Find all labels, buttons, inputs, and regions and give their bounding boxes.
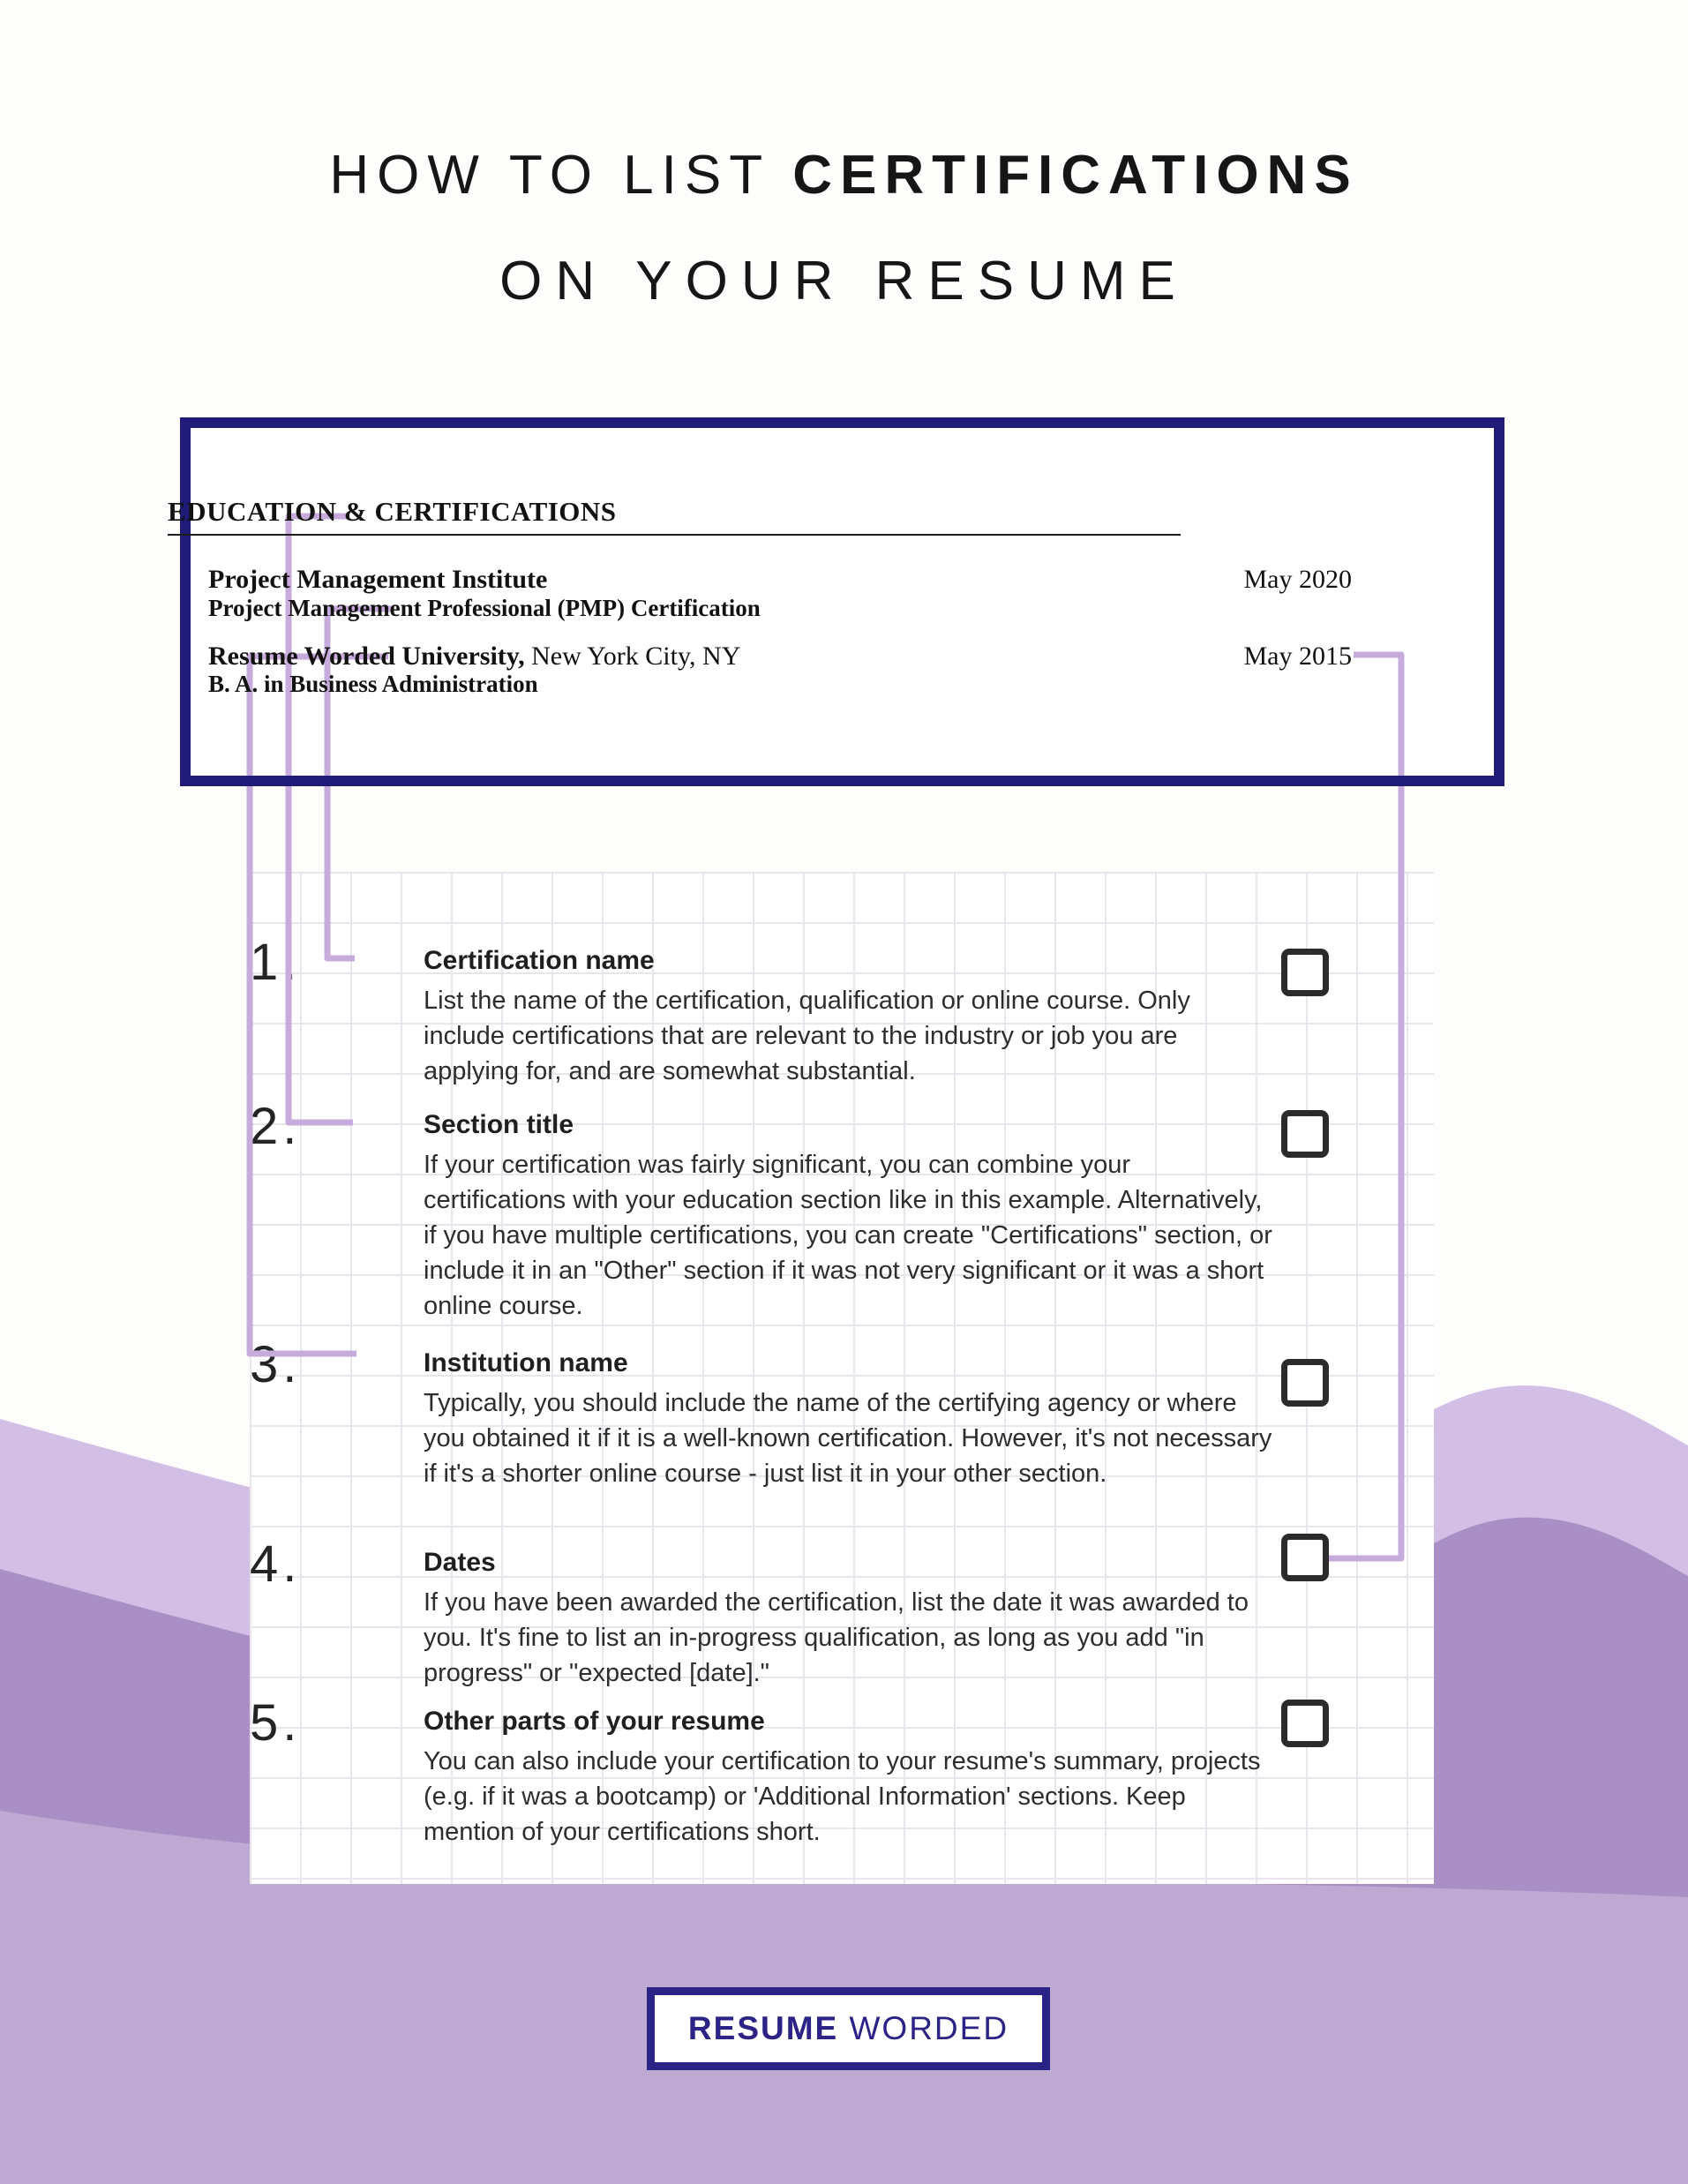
item-number-2: 2. bbox=[250, 1098, 302, 1155]
logo-text-regular: WORDED bbox=[838, 2010, 1009, 2046]
resume-entry-org: Project Management Institute bbox=[208, 565, 548, 594]
item-body-3: Typically, you should include the name of the certifying agency or where you obtained it if it is a well-known certification. However, it's not necessary if it's a shorter online course - just list it in your other section. bbox=[424, 1389, 1272, 1488]
connector-dates bbox=[1329, 655, 1401, 1558]
item-body-4: If you have been awarded the certification, list the date it was awarded to you. It's fine to list an in-progress qualification, as long as you add "in progress" or "expected [date]." bbox=[424, 1588, 1249, 1687]
resume-entry-date: May 2020 bbox=[1243, 565, 1352, 594]
item-number-1: 1. bbox=[250, 934, 302, 991]
item-number-5: 5. bbox=[250, 1694, 302, 1752]
item-heading-4: Dates bbox=[424, 1548, 496, 1577]
title-regular-text: HOW TO LIST bbox=[329, 145, 793, 206]
logo-text-bold: RESUME bbox=[687, 2010, 839, 2046]
item-heading-3: Institution name bbox=[424, 1348, 628, 1377]
resume-entry-date: May 2015 bbox=[1243, 642, 1352, 671]
resume-entry-detail: B. A. in Business Administration bbox=[208, 671, 538, 697]
resume-entry-row bbox=[208, 595, 1352, 622]
resume-entry-row bbox=[208, 671, 1352, 698]
resume-entry-location: New York City, NY bbox=[524, 642, 741, 671]
item-heading-1: Certification name bbox=[424, 946, 655, 975]
resume-entry-row bbox=[208, 565, 1352, 595]
logo-text bbox=[688, 2010, 1009, 2047]
resume-entry-row bbox=[208, 642, 1352, 672]
page-title-line2: ON YOUR RESUME bbox=[499, 251, 1189, 311]
resume-section-heading: EDUCATION & CERTIFICATIONS bbox=[168, 496, 617, 527]
title-bold-text: CERTIFICATIONS bbox=[792, 145, 1359, 206]
item-body-2: If your certification was fairly significant, you can combine your certifications with your education section like in this example. Alternatively, if you have multiple certifications, you can create "Certifications" section, or include it in an "Other" section if it was not very significant or it was a short online course. bbox=[424, 1151, 1272, 1320]
resume-section-underline bbox=[168, 534, 1181, 536]
item-heading-2: Section title bbox=[424, 1110, 574, 1139]
resume-entry-org: Resume Worded University, New York City, NY bbox=[208, 642, 741, 671]
item-heading-5: Other parts of your resume bbox=[424, 1707, 765, 1736]
page-title bbox=[0, 145, 1688, 311]
item-body-1: List the name of the certification, qualification or online course. Only include certifications that are relevant to the industry or job you are applying for, and are somewhat substantial. bbox=[424, 987, 1190, 1085]
resume-worded-logo bbox=[647, 1987, 1050, 2070]
item-body-5: You can also include your certification to your resume's summary, projects (e.g. if it was a bootcamp) or 'Additional Information' sections. Keep mention of your certifications short. bbox=[424, 1747, 1261, 1846]
item-number-4: 4. bbox=[250, 1535, 302, 1593]
page-title-line1 bbox=[0, 145, 1688, 206]
resume-entry-detail: Project Management Professional (PMP) Certification bbox=[208, 595, 761, 621]
item-number-3: 3. bbox=[250, 1336, 302, 1393]
